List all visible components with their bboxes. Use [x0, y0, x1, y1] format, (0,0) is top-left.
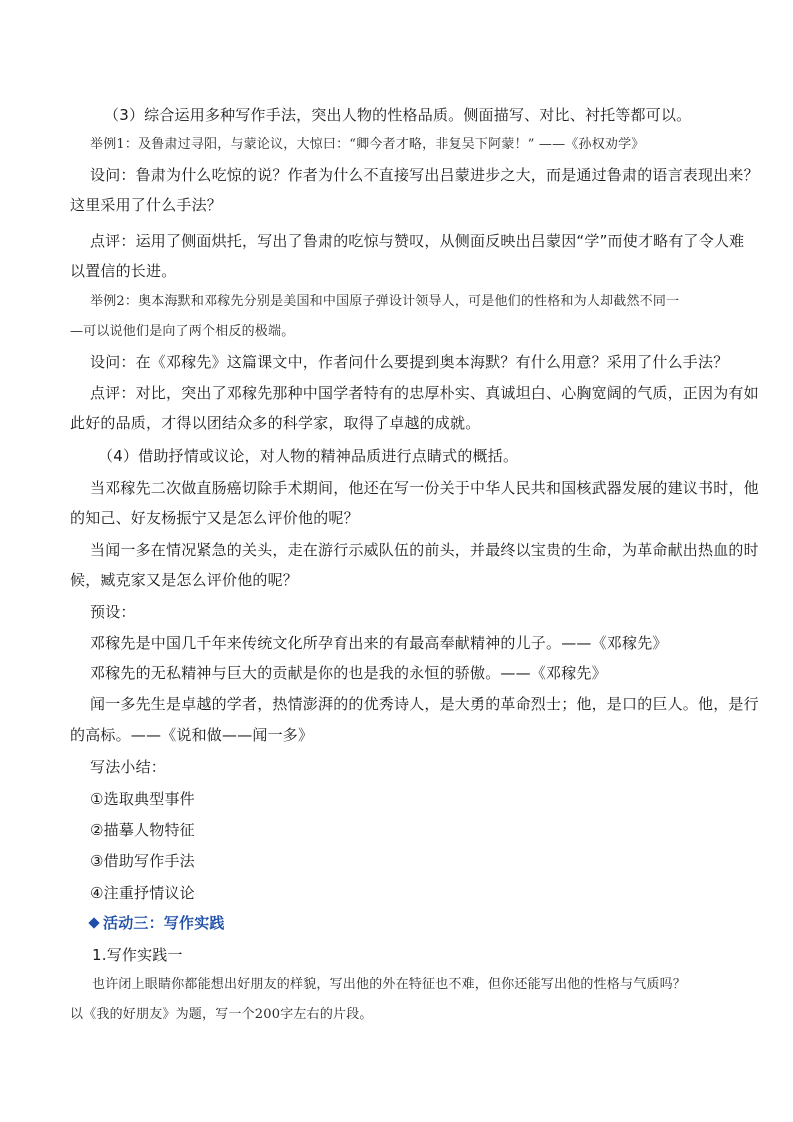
preset-label: 预设： — [90, 603, 136, 621]
preset-quote-1: 邓稼先是中国几千年来传统文化所孕育出来的有最高奉献精神的儿子。——《邓稼先》 — [90, 634, 668, 652]
preset-quote-3-line-1: 闻一多先生是卓越的学者，热情澎湃的的优秀诗人，是大勇的革命烈士；他，是口的巨人。他，是行 — [90, 695, 759, 713]
summary-item-4: ④注重抒情议论 — [90, 884, 195, 902]
point-4-heading: （4）借助抒情或议论，对人物的精神品质进行点睛式的概括。 — [98, 447, 519, 465]
prompt-1-line-2: 的知己、好友杨振宁又是怎么评价他的呢？ — [70, 509, 359, 527]
comment-2-line-1: 点评：对比，突出了邓稼先那种中国学者特有的忠厚朴实、真诚坦白、心胸宽阔的气质，正因为有如 — [90, 384, 759, 402]
comment-1-line-2: 以置信的长进。 — [70, 262, 177, 280]
preset-quote-3-line-2: 的高标。——《说和做——闻一多》 — [70, 726, 314, 744]
practice-1-line-1: 也许闭上眼睛你都能想出好朋友的样貌，写出他的外在特征也不难，但你还能写出他的性格与气质吗？ — [92, 977, 687, 992]
prompt-2-line-2: 候，臧克家又是怎么评价他的呢？ — [70, 571, 299, 589]
comment-1-line-1: 点评：运用了侧面烘托，写出了鲁肃的吃惊与赞叹，从侧面反映出吕蒙因“学”而使才略有了令人难 — [90, 232, 745, 250]
summary-item-1: ①选取典型事件 — [90, 790, 195, 808]
activity-3-title: 活动三：写作实践 — [103, 914, 225, 932]
prompt-1-line-1: 当邓稼先二次做直肠癌切除手术期间，他还在写一份关于中华人民共和国核武器发展的建议书时，他 — [90, 479, 759, 497]
question-1-line-2: 这里采用了什么手法？ — [70, 196, 223, 214]
activity-3-heading — [88, 913, 225, 933]
question-1-line-1: 设问：鲁肃为什么吃惊的说？作者为什么不直接写出吕蒙进步之大，而是通过鲁肃的语言表现出来？ — [90, 166, 759, 184]
practice-1-heading: 1.写作实践一 — [92, 946, 183, 964]
comment-2-line-2: 此好的品质，才得以团结众多的科学家，取得了卓越的成就。 — [70, 414, 481, 432]
summary-label: 写法小结： — [90, 758, 167, 776]
question-2: 设问：在《邓稼先》这篇课文中，作者问什么要提到奥本海默？有什么用意？采用了什么手法？ — [90, 353, 729, 371]
diamond-bullet-icon — [88, 917, 99, 928]
example-1-quote: 举例1：及鲁肃过寻阳，与蒙论议，大惊曰：“卿今者才略，非复吴下阿蒙！” ——《孙权劝学》 — [90, 137, 645, 152]
prompt-2-line-1: 当闻一多在情况紧急的关头，走在游行示威队伍的前头，并最终以宝贵的生命，为革命献出热血的时 — [90, 541, 759, 559]
preset-quote-2: 邓稼先的无私精神与巨大的贡献是你的也是我的永恒的骄傲。——《邓稼先》 — [90, 664, 607, 682]
example-2-line-1: 举例2：奥本海默和邓稼先分别是美国和中国原子弹设计领导人，可是他们的性格和为人却截然不同一 — [90, 294, 680, 309]
practice-1-line-2: 以《我的好朋友》为题，写一个200字左右的片段。 — [70, 1007, 373, 1022]
summary-item-2: ②描摹人物特征 — [90, 821, 195, 839]
example-2-line-2: —可以说他们是向了两个相反的极端。 — [70, 324, 295, 339]
point-3-heading: （3）综合运用多种写作手法，突出人物的性格品质。侧面描写、对比、衬托等都可以。 — [104, 106, 692, 124]
summary-item-3: ③借助写作手法 — [90, 852, 195, 870]
